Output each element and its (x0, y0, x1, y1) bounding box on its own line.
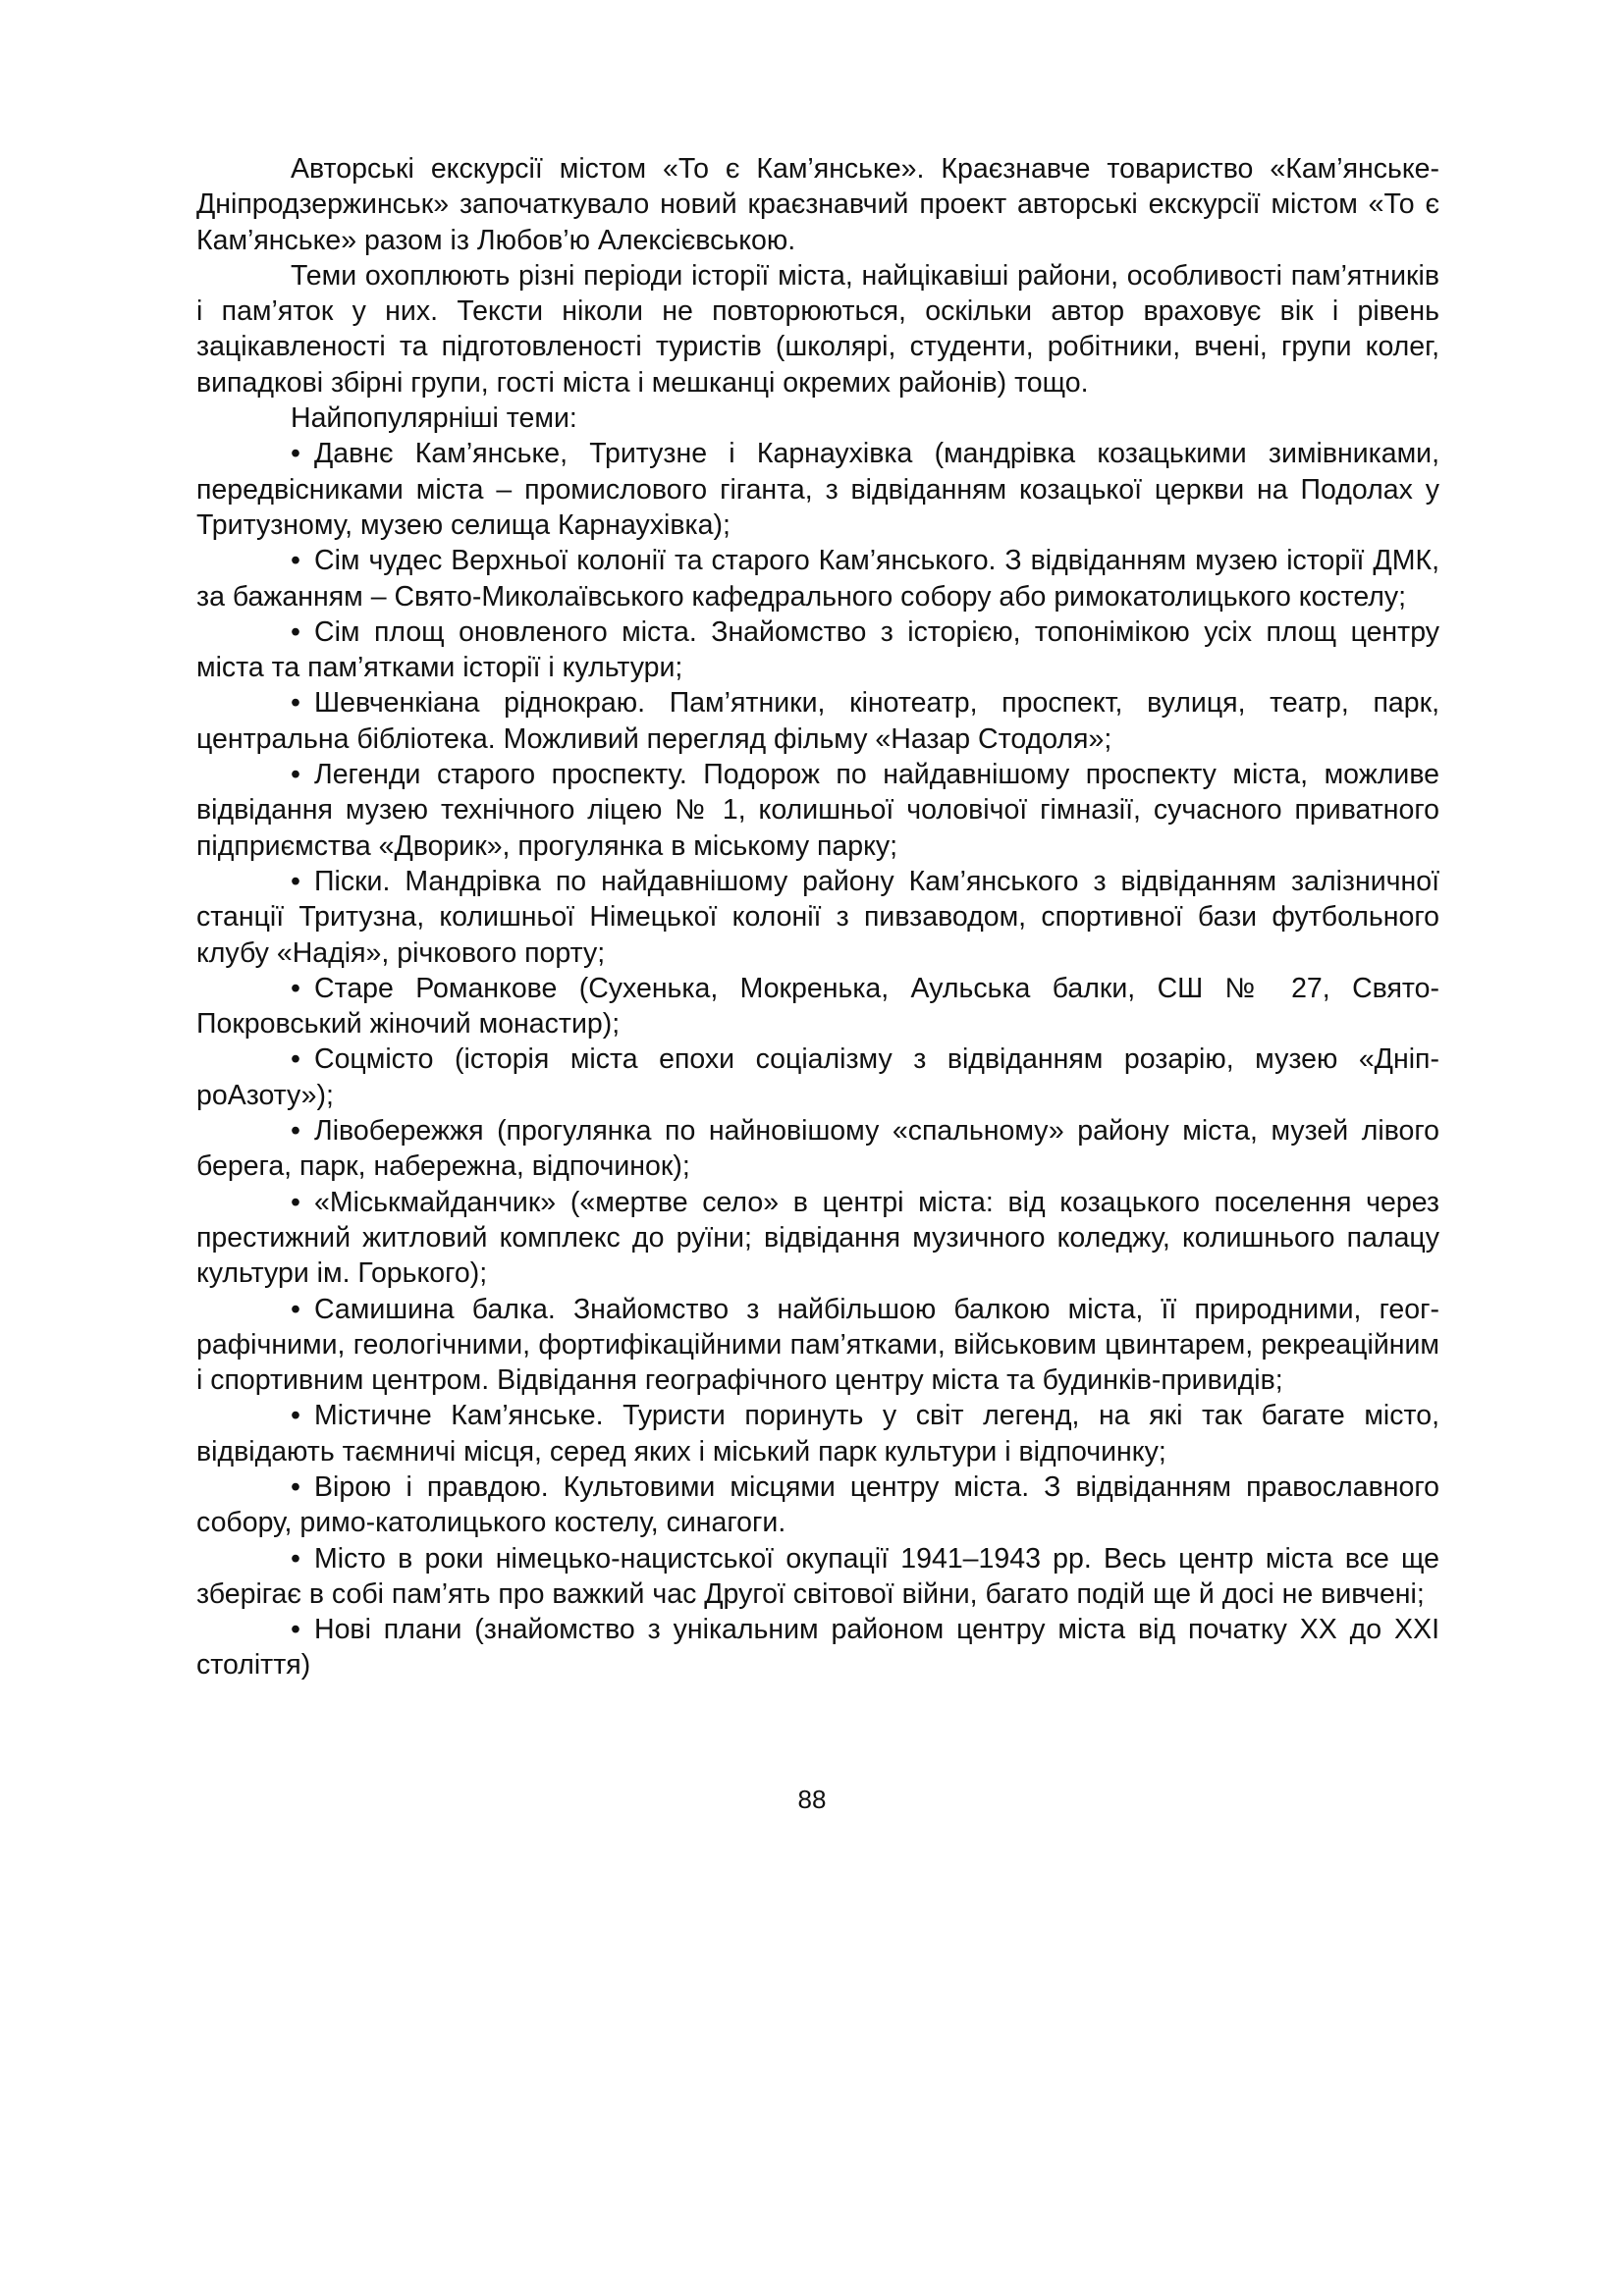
list-item (196, 685, 1439, 757)
bullet-icon: • (291, 1400, 300, 1432)
list-item-text: Містичне Кам’янське. Туристи поринуть у світ легенд, на які так багате місто, відвідають таємничі місця, серед яких і міський парк культури і відпочинку; (196, 1400, 1439, 1468)
bullet-icon: • (291, 759, 300, 791)
list-item-text: Сім чудес Верхньої колонії та старого Кам’янського. З відвіданням музею історії ДМК, за бажанням – Свято-Миколаївського кафедрального собору або римокатолицького костелу; (196, 545, 1439, 613)
list-item (196, 543, 1439, 614)
list-item-text: Сім площ оновленого міста. Знайомство з історією, топонімікою усіх площ центру міста та пам’ятками історії і культури; (196, 615, 1439, 684)
list-item-text: Лівобережжя (прогулянка по найновішому «спальному» району міста, музей лівого берега, парк, набережна, відпочинок); (196, 1115, 1439, 1183)
list-item-text: «Міськмайданчик» («мертве село» в центрі міста: від козацького поселення через престижний житловий комплекс до руїни; відвідання музичного коледжу, колишнього палацу культури ім. Горького); (196, 1186, 1439, 1290)
list-item-text: Піски. Мандрівка по найдавнішому району Кам’янського з відвіданням залізничної станції Тритузна, колишньої Німецької колонії з пивзаводом, спортивної бази футбольного клубу «Надія», річкового порту; (196, 865, 1439, 969)
list-item (196, 1541, 1439, 1613)
list-item (196, 1612, 1439, 1683)
bullet-icon: • (291, 687, 300, 720)
bullet-icon: • (291, 1470, 300, 1503)
list-item-text: Місто в роки німецько-нацистської окупації 1941–1943 рр. Весь центр міста все ще зберігає в собі пам’ять про важкий час Другої світової війни, багато подій ще й досі не вивчені; (196, 1542, 1439, 1610)
list-item (196, 971, 1439, 1042)
list-item (196, 1041, 1439, 1113)
bullet-icon: • (291, 1542, 300, 1575)
list-item (196, 1469, 1439, 1541)
themes-paragraph: Теми охоплюють різні періоди історії міста, найцікавіші райони, особливості пам’ятників і пам’яток у них. Тексти ніколи не повторюються, оскільки автор враховує вік і рівень зацікавленості та підготовленості туристів (школярі, студенти, робітники, вчені, групи колег, випадкові збірні групи, гості міста і мешканці окремих районів) тощо. (196, 259, 1439, 399)
bullet-icon: • (291, 972, 300, 1004)
list-item-text: Старе Романкове (Сухенька, Мокренька, Аульська балки, СШ № 27, Свято-Покровський жіночий монастир); (196, 972, 1439, 1041)
list-item-text: Давнє Кам’янське, Тритузне і Карнаухівка (мандрівка козацькими зимівниками, передвісниками міста – промислового гіганта, з відвіданням козацької церкви на Подолах у Тритузному, музею селища Карнаухівка); (196, 438, 1439, 541)
list-item (196, 1185, 1439, 1292)
list-item (196, 436, 1439, 543)
bullet-icon: • (291, 1293, 300, 1325)
list-item-text: Шевченкіана ріднокраю. Пам’ятники, кінотеатр, проспект, вулиця, театр, парк, центральна бібліотека. Можливий перегляд фільму «Назар Стодоля»; (196, 687, 1439, 755)
list-item-text: Легенди старого проспекту. Подорож по найдавнішому проспекту міста, можливе відвідання музею технічного ліцею № 1, колишньої чоловічої гімназії, сучасного приватного підприємства «Дворик», прогулянка в міському парку; (196, 759, 1439, 862)
list-item-text: Нові плани (знайомство з унікальним районом центру міста від початку ХХ до ХХІ століття) (196, 1614, 1439, 1682)
bullet-icon: • (291, 615, 300, 648)
bullet-icon: • (291, 1043, 300, 1076)
bullet-icon: • (291, 1186, 300, 1218)
bullet-icon: • (291, 438, 300, 470)
list-item (196, 864, 1439, 971)
page-body (196, 151, 1439, 1683)
themes-list (196, 436, 1439, 1682)
popular-themes-heading: Найпопулярніші теми: (291, 402, 577, 435)
list-item (196, 1292, 1439, 1399)
list-item-text: Самишина балка. Знайомство з найбільшою балкою міста, її природними, географічними, геологічними, фортифікаційними пам’ятками, військовим цвинтарем, рекреаційним і спортивним центром. Відвідання географічного центру міста та будинків-привидів; (196, 1293, 1439, 1397)
list-item (196, 757, 1439, 864)
list-item (196, 1398, 1439, 1469)
bullet-icon: • (291, 545, 300, 577)
bullet-icon: • (291, 1614, 300, 1646)
list-item-text: Соцмісто (історія міста епохи соціалізму з відвіданням розарію, музею «ДніпроАзоту»); (196, 1043, 1439, 1111)
list-item (196, 614, 1439, 686)
list-item-text: Вірою і правдою. Культовими місцями центру міста. З відвіданням православного собору, римо-католицького костелу, синагоги. (196, 1470, 1439, 1539)
intro-paragraph: Авторські екскурсії містом «То є Кам’янське». Краєзнавче товариство «Кам’янське-Дніпродзержинськ» започаткувало новий краєзнавчий проект авторські екскурсії містом «То є Кам’янське» разом із Любов’ю Алексієвською. (196, 153, 1439, 256)
bullet-icon: • (291, 865, 300, 897)
list-item (196, 1113, 1439, 1185)
bullet-icon: • (291, 1115, 300, 1148)
page-number: 88 (797, 1785, 827, 1814)
